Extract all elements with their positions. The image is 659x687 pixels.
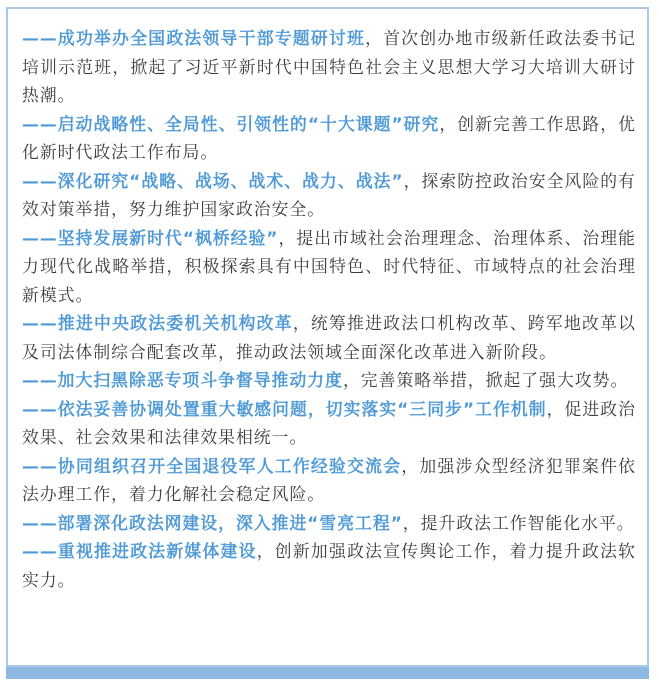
item-highlight: ——深化研究“战略、战场、战术、战力、战法” [22,170,404,191]
item-text: ，统筹推进政法口机构改革、跨军地改革以及司法体制综合配套改革，推动政法领域全面深化改革进入新阶段。 [22,313,636,362]
item-highlight: ——加大扫黑除恶专项斗争督导推动力度 [22,370,343,390]
item-highlight: ——成功举办全国政法领导干部专题研讨班 [22,28,366,48]
item-text: ，提升政法工作智能化水平。 [402,512,635,533]
list-item [22,452,636,509]
list-item [22,110,636,167]
item-text: ，首次创办地市级新任政法委书记培训示范班，掀起了习近平新时代中国特色社会主义思想大学习大培训大研讨热潮。 [22,28,636,105]
list-item [22,224,636,310]
list-item [22,24,636,110]
list-item [22,509,636,538]
item-highlight: ——推进中央政法委机关机构改革 [22,313,293,333]
item-text: ，探索防控政治安全风险的有效对策举措，努力维护国家政治安全。 [22,170,636,219]
achievement-list [22,24,636,594]
list-item [22,167,636,224]
item-highlight: ——重视推进政法新媒体建设 [22,541,257,561]
list-item [22,366,636,395]
item-highlight: ——协同组织召开全国退役军人工作经验交流会 [22,455,402,476]
list-item [22,309,636,366]
item-highlight: ——坚持发展新时代“枫桥经验” [22,227,279,248]
item-text: ，加强涉众型经济犯罪案件依法办理工作，着力化解社会稳定风险。 [22,455,636,504]
item-text: ，创新加强政法宣传舆论工作，着力提升政法软实力。 [22,541,636,590]
item-highlight: ——依法妥善协调处置重大敏感问题，切实落实“三同步”工作机制 [22,398,547,419]
item-text: ，提出市域社会治理理念、治理体系、治理能力现代化战略举措，积极探索具有中国特色、时代特征、市域特点的社会治理新模式。 [22,227,636,305]
item-text: ，完善策略举措，掀起了强大攻势。 [342,370,629,390]
item-highlight: ——部署深化政法网建设，深入推进“雪亮工程” [22,512,403,533]
list-item [22,537,636,594]
list-item [22,395,636,452]
item-text: ，促进政治效果、社会效果和法律效果相统一。 [22,398,636,447]
item-text: ，创新完善工作思路，优化新时代政法工作布局。 [22,113,636,162]
bottom-accent-bar [6,667,649,679]
item-highlight: ——启动战略性、全局性、引领性的“十大课题”研究 [22,113,440,134]
